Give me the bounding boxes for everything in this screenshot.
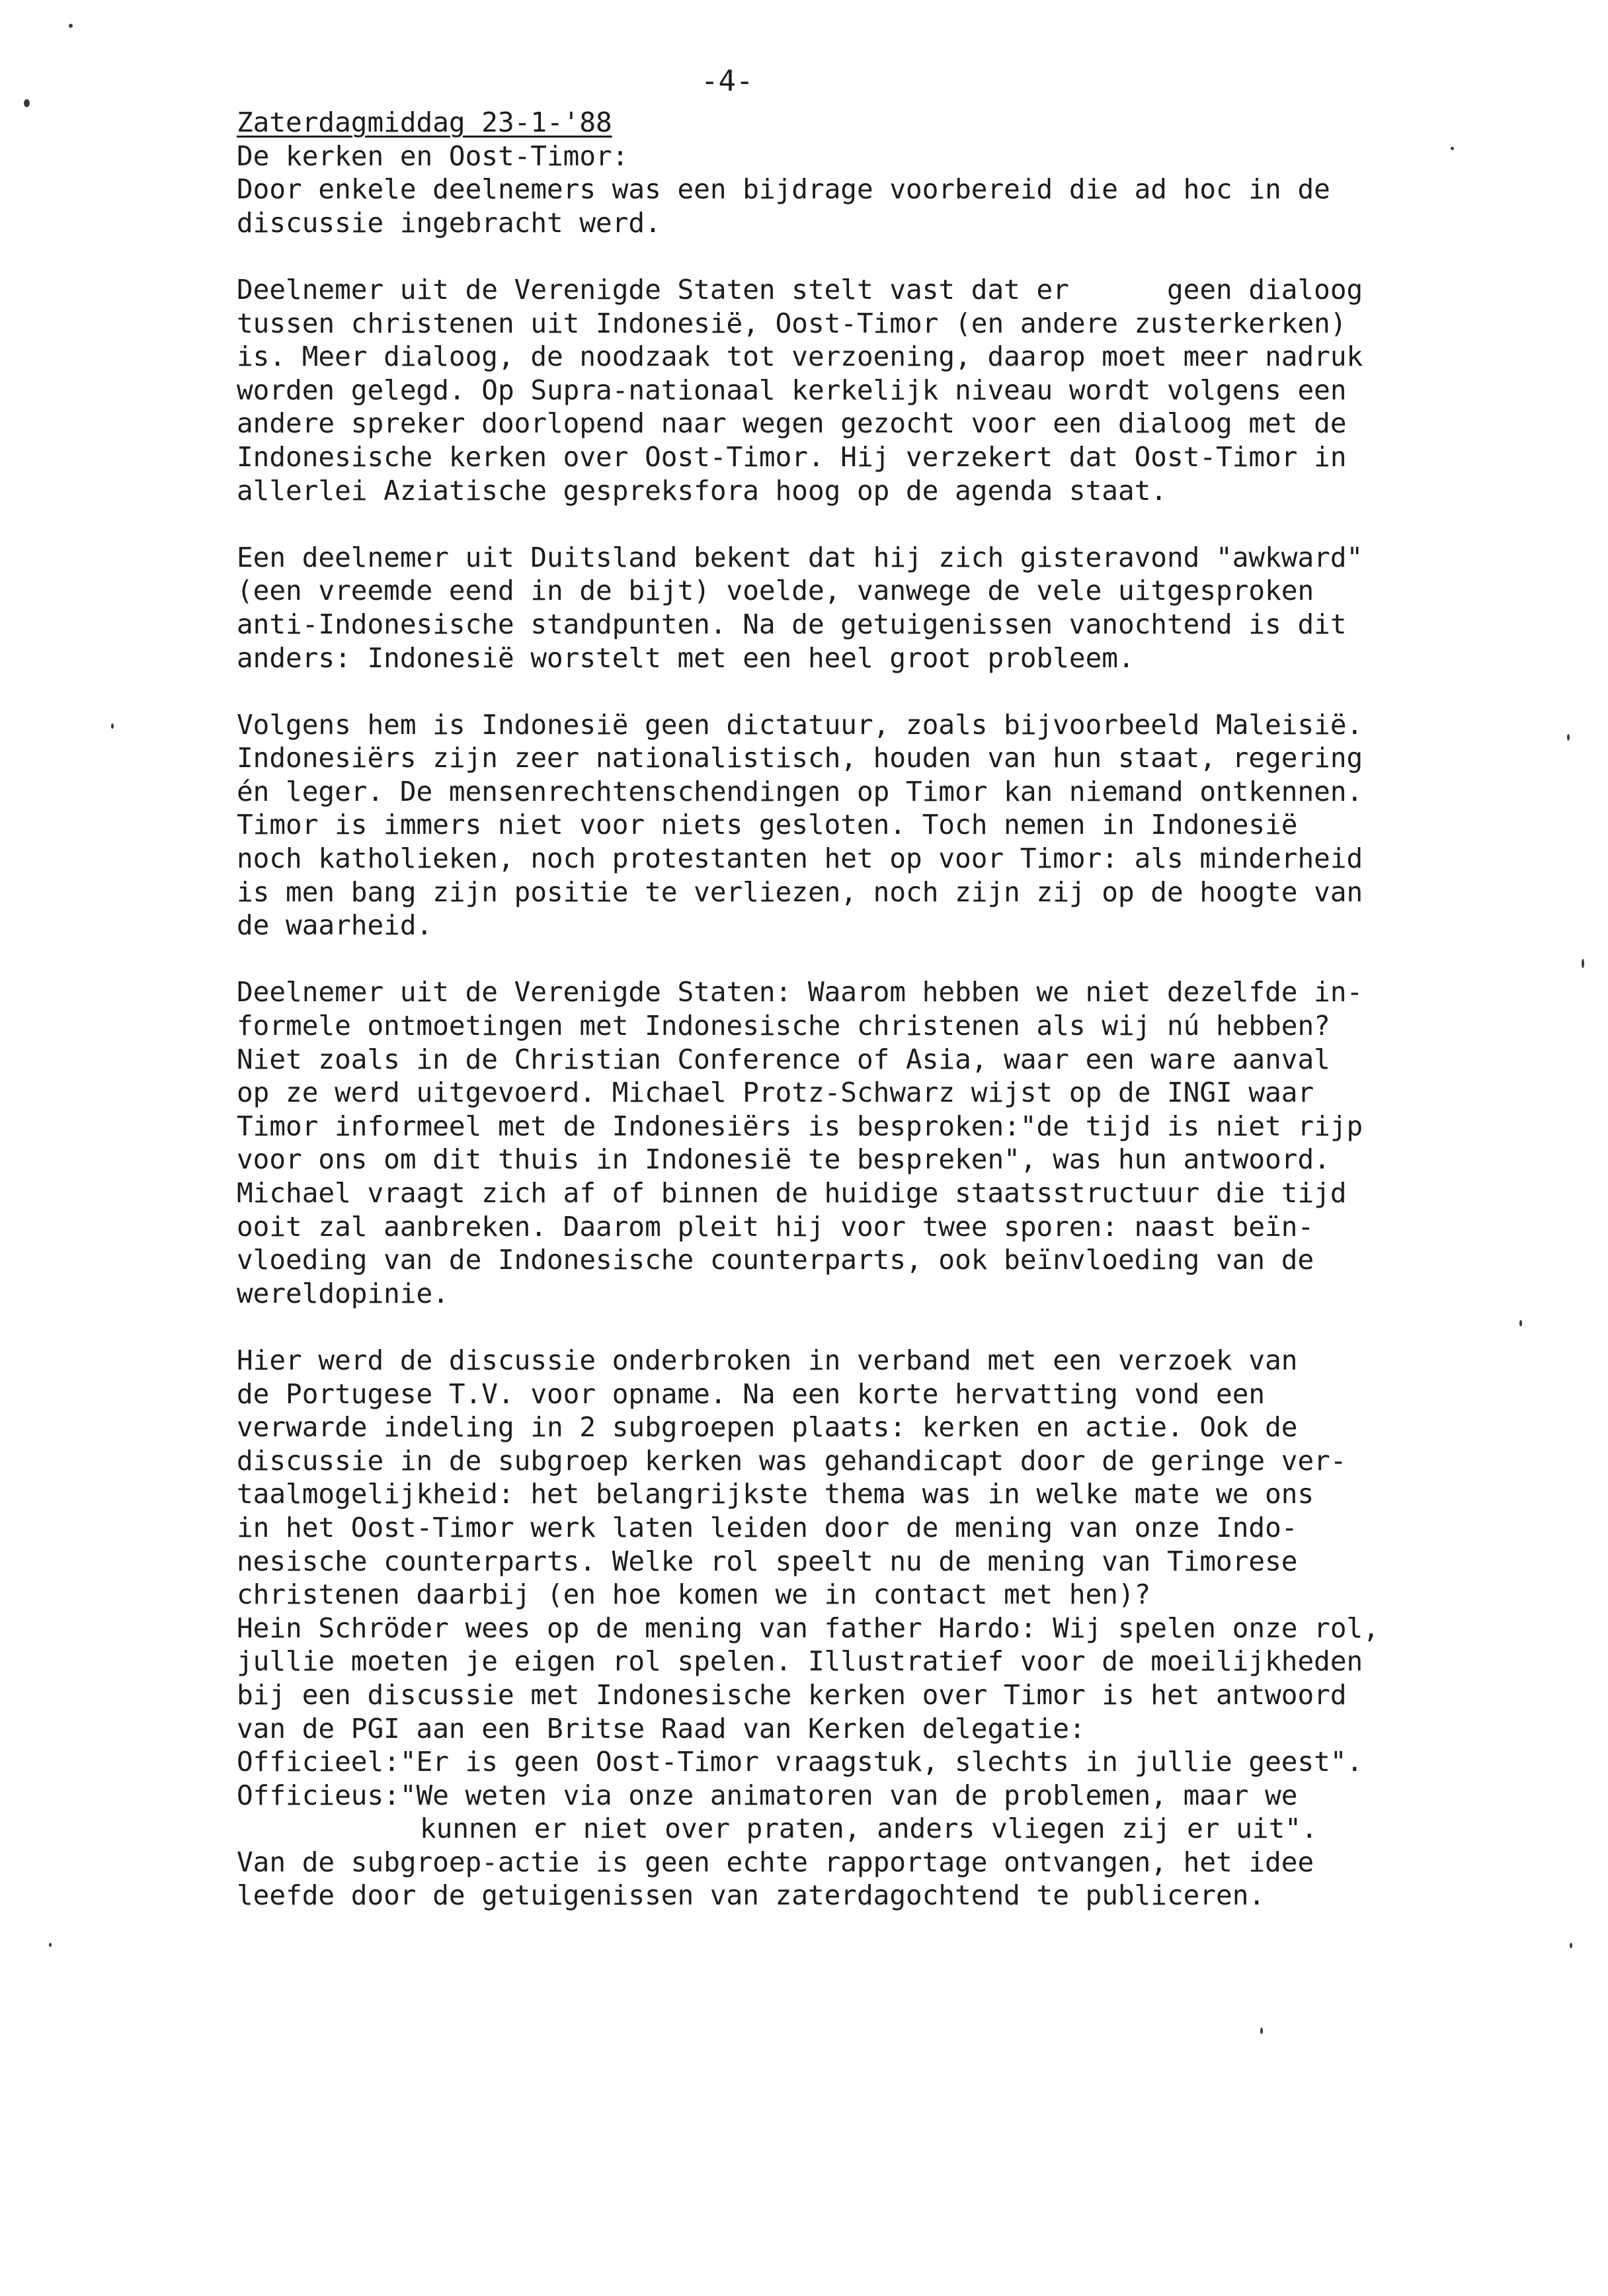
text-line: Deelnemer uit de Verenigde Staten: Waarom hebben we niet dezelfde in- xyxy=(237,976,1363,1008)
text-line: taalmogelijkheid: het belangrijkste thema was in welke mate we ons xyxy=(237,1478,1314,1510)
scan-speck xyxy=(69,24,73,28)
paragraph-us-participant-dialogue xyxy=(237,273,1533,507)
text-line: jullie moeten je eigen rol spelen. Illustratief voor de moeilijkheden xyxy=(237,1645,1363,1678)
text-line: allerlei Aziatische gespreksfora hoog op de agenda staat. xyxy=(237,474,1167,507)
text-line: op ze werd uitgevoerd. Michael Protz-Schwarz wijst op de INGI waar xyxy=(237,1077,1314,1109)
section-date-heading: Zaterdagmiddag 23-1-'88 xyxy=(237,106,612,138)
text-line: Officieus:"We weten via onze animatoren van de problemen, maar we xyxy=(237,1779,1298,1811)
document-body xyxy=(237,106,1533,1912)
text-line: verwarde indeling in 2 subgroepen plaats: kerken en actie. Ook de xyxy=(237,1411,1298,1444)
paragraph-german-participant xyxy=(237,541,1533,675)
text-line: én leger. De mensenrechtenschendingen op Timor kan niemand ontkennen. xyxy=(237,775,1363,807)
text-line: vloeding van de Indonesische counterparts, ook beïnvloeding van de xyxy=(237,1244,1314,1276)
paragraph-indonesia-view xyxy=(237,708,1533,942)
text-line: Hier werd de discussie onderbroken in verband met een verzoek van xyxy=(237,1344,1298,1376)
text-line: Deelnemer uit de Verenigde Staten stelt vast dat er geen dialoog xyxy=(237,273,1363,306)
text-line: ooit zal aanbreken. Daarom pleit hij voor twee sporen: naast beïn- xyxy=(237,1210,1314,1243)
text-line: Van de subgroep-actie is geen echte rapportage ontvangen, het idee xyxy=(237,1846,1314,1878)
text-line: worden gelegd. Op Supra-nationaal kerkelijk niveau wordt volgens een xyxy=(237,374,1347,406)
text-line: van de PGI aan een Britse Raad van Kerken delegatie: xyxy=(237,1712,1086,1744)
text-line: christenen daarbij (en hoe komen we in contact met hen)? xyxy=(237,1578,1151,1611)
scan-speck xyxy=(49,1943,52,1947)
text-line: andere spreker doorlopend naar wegen gezocht voor een dialoog met de xyxy=(237,407,1347,440)
text-line: Officieel:"Er is geen Oost-Timor vraagstuk, slechts in jullie geest". xyxy=(237,1746,1363,1778)
text-line: Indonesiërs zijn zeer nationalistisch, houden van hun staat, regering xyxy=(237,742,1363,774)
text-line: anders: Indonesië worstelt met een heel groot probleem. xyxy=(237,641,1135,674)
text-line: Michael vraagt zich af of binnen de huidige staatsstructuur die tijd xyxy=(237,1177,1347,1209)
text-line: Een deelnemer uit Duitsland bekent dat hij zich gisteravond "awkward" xyxy=(237,541,1363,573)
paragraph-intro xyxy=(237,173,1533,239)
scan-speck xyxy=(1567,734,1570,741)
text-line: discussie in de subgroep kerken was gehandicapt door de geringe ver- xyxy=(237,1444,1347,1477)
text-line: nesische counterparts. Welke rol speelt nu de mening van Timorese xyxy=(237,1545,1298,1577)
scan-speck xyxy=(111,723,114,729)
text-line: Volgens hem is Indonesië geen dictatuur, zoals bijvoorbeeld Maleisië. xyxy=(237,708,1363,741)
text-line: (een vreemde eend in de bijt) voelde, vanwege de vele uitgesproken xyxy=(237,575,1314,607)
text-line: Door enkele deelnemers was een bijdrage voorbereid die ad hoc in de xyxy=(237,173,1330,206)
scan-speck xyxy=(1582,959,1584,968)
text-line: Indonesische kerken over Oost-Timor. Hij verzekert dat Oost-Timor in xyxy=(237,440,1347,473)
text-line: leefde door de getuigenissen van zaterdagochtend te publiceren. xyxy=(237,1879,1266,1912)
section-topic-heading: De kerken en Oost-Timor: xyxy=(237,140,629,172)
text-line-indented: kunnen er niet over praten, anders vliegen zij er uit". xyxy=(420,1813,1318,1845)
text-line: de Portugese T.V. voor opname. Na een korte hervatting vond een xyxy=(237,1377,1266,1410)
paragraph-informal-meetings xyxy=(237,975,1533,1310)
scan-speck xyxy=(1570,1943,1572,1948)
text-line: wereldopinie. xyxy=(237,1277,449,1309)
text-line: anti-Indonesische standpunten. Na de getuigenissen vanochtend is dit xyxy=(237,608,1347,640)
paragraph-discussion-interrupted xyxy=(237,1344,1533,1912)
text-line: noch katholieken, noch protestanten het op voor Timor: als minderheid xyxy=(237,842,1363,875)
scan-speck xyxy=(24,99,30,107)
text-line: in het Oost-Timor werk laten leiden door de mening van onze Indo- xyxy=(237,1511,1298,1543)
scan-speck xyxy=(1260,2028,1263,2034)
text-line: bij een discussie met Indonesische kerken over Timor is het antwoord xyxy=(237,1678,1347,1711)
text-line: Niet zoals in de Christian Conference of Asia, waar een ware aanval xyxy=(237,1043,1330,1075)
text-line: Hein Schröder wees op de mening van father Hardo: Wij spelen onze rol, xyxy=(237,1612,1379,1644)
text-line: is men bang zijn positie te verliezen, noch zijn zij op de hoogte van xyxy=(237,876,1363,908)
text-line: Timor is immers niet voor niets gesloten. Toch nemen in Indonesië xyxy=(237,809,1298,841)
text-line: Timor informeel met de Indonesiërs is besproken:"de tijd is niet rijp xyxy=(237,1110,1363,1142)
text-line: is. Meer dialoog, de noodzaak tot verzoening, daarop moet meer nadruk xyxy=(237,341,1363,373)
text-line: tussen christenen uit Indonesië, Oost-Timor (en andere zusterkerken) xyxy=(237,307,1347,339)
text-line: discussie ingebracht werd. xyxy=(237,206,661,239)
page-number: -4- xyxy=(701,64,754,98)
text-line: de waarheid. xyxy=(237,909,433,942)
text-line: formele ontmoetingen met Indonesische christenen als wij nú hebben? xyxy=(237,1010,1330,1042)
text-line: voor ons om dit thuis in Indonesië te bespreken", was hun antwoord. xyxy=(237,1143,1330,1176)
